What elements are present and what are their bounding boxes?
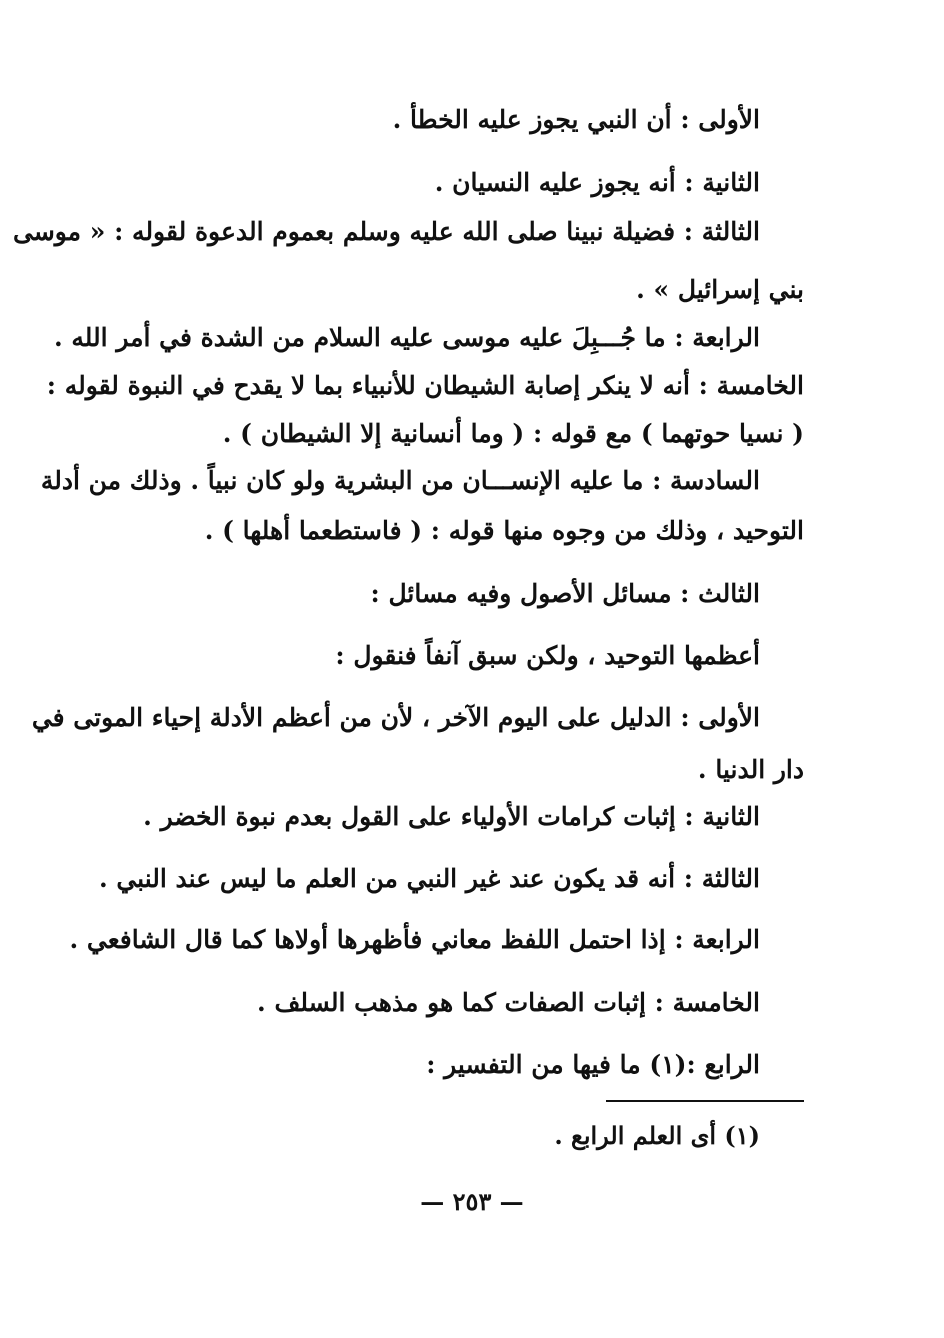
text-line-3: الثالثة : فضيلة نبينا صلى الله عليه وسلم بعموم الدعوة لقوله : « موسى	[12, 217, 760, 246]
text-line-9: التوحيد ، وذلك من وجوه منها قوله : ( فاستطعما أهلها ) .	[204, 516, 804, 545]
text-line-14: الثانية : إثبات كرامات الأولياء على القول بعدم نبوة الخضر .	[143, 802, 760, 831]
text-line-8: السادسة : ما عليه الإنســـان من البشرية ولو كان نبياً . وذلك من أدلة	[40, 466, 760, 495]
footnote-divider	[606, 1100, 804, 1102]
text-line-7: ( نسيا حوتهما ) مع قوله : ( وما أنسانية إلا الشيطان ) .	[222, 419, 804, 448]
text-line-17: الخامسة : إثبات الصفات كما هو مذهب السلف .	[257, 988, 760, 1017]
text-line-2: الثانية : أنه يجوز عليه النسيان .	[434, 168, 760, 197]
text-line-5: الرابعة : ما جُـــبِلَ عليه موسى عليه السلام من الشدة في أمر الله .	[53, 323, 760, 352]
page-number: — ٢٥٣ —	[420, 1187, 524, 1216]
text-line-4: بني إسرائيل » .	[636, 275, 804, 304]
text-line-16: الرابعة : إذا احتمل اللفظ معاني فأظهرها أولاها كما قال الشافعي .	[69, 925, 760, 954]
footnote: (١) أى العلم الرابع .	[554, 1121, 760, 1150]
text-line-10: الثالث : مسائل الأصول وفيه مسائل :	[370, 579, 760, 608]
text-line-15: الثالثة : أنه قد يكون عند غير النبي من العلم ما ليس عند النبي .	[98, 864, 760, 893]
text-line-11: أعظمها التوحيد ، ولكن سبق آنفاً فنقول :	[335, 641, 760, 670]
text-line-12: الأولى : الدليل على اليوم الآخر ، لأن من أعظم الأدلة إحياء الموتى في	[31, 703, 760, 732]
text-line-6: الخامسة : أنه لا ينكر إصابة الشيطان للأنبياء بما لا يقدح في النبوة لقوله :	[46, 371, 804, 400]
text-line-1: الأولى : أن النبي يجوز عليه الخطأ .	[392, 105, 760, 134]
text-line-18: الرابع :(١) ما فيها من التفسير :	[426, 1050, 760, 1079]
text-line-13: دار الدنيا .	[697, 755, 804, 784]
